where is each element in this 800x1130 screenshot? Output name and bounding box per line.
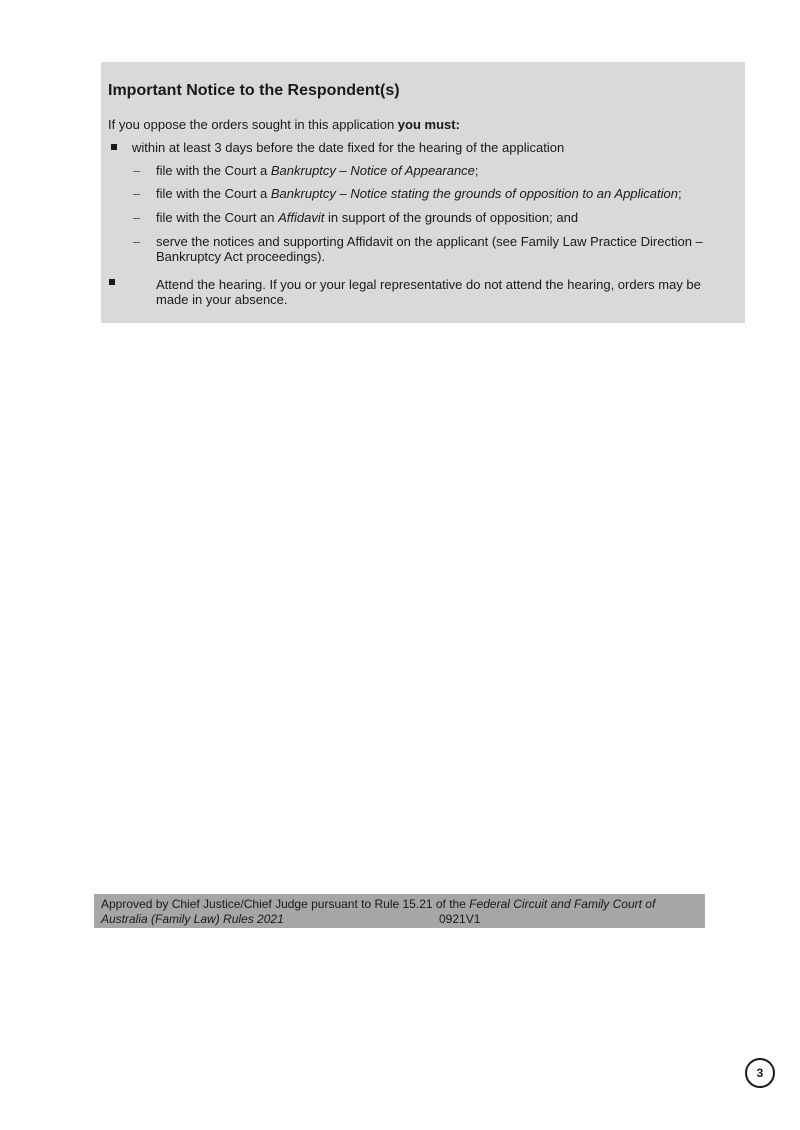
- intro-text: If you oppose the orders sought in this application: [108, 117, 398, 132]
- page-number-badge: 3: [745, 1058, 775, 1088]
- footer-rules-name-cont: Australia (Family Law) Rules 2021: [101, 912, 284, 926]
- bullet-within-3-days: within at least 3 days before the date fixed for the hearing of the application: [132, 140, 565, 155]
- dash-bullet-icon: –: [133, 210, 141, 225]
- dash-bullet-icon: –: [133, 163, 141, 178]
- sub-item-document-name: Bankruptcy – Notice stating the grounds of opposition to an Application: [270, 186, 678, 201]
- bullet-line-1: Attend the hearing. If you or your legal representative do not attend the hearing, orders may be: [156, 277, 701, 292]
- sub-item-text: file with the Court a: [156, 186, 271, 201]
- bullet-attend-hearing: [156, 277, 701, 307]
- dash-bullet-icon: –: [133, 186, 141, 201]
- sub-item-line-1: serve the notices and supporting Affidavit on the applicant (see Family Law Practice Direction –: [156, 234, 703, 249]
- sub-item-affidavit: [156, 210, 578, 225]
- footer-line-1: [101, 897, 655, 912]
- sub-item-punct: ;: [474, 163, 479, 178]
- dash-bullet-icon: –: [133, 234, 141, 249]
- sub-item-document-name: Affidavit: [278, 210, 325, 225]
- sub-item-text: file with the Court an: [156, 210, 279, 225]
- form-version-code: 0921V1: [439, 912, 481, 926]
- notice-title: Important Notice to the Respondent(s): [108, 82, 400, 99]
- sub-item-text-end: in support of the grounds of opposition; and: [324, 210, 579, 225]
- sub-item-punct: ;: [678, 186, 682, 201]
- footer-line-2: [101, 912, 284, 927]
- footer-text: Approved by Chief Justice/Chief Judge pursuant to Rule 15.21 of the: [101, 897, 470, 911]
- intro-emphasis: you must:: [397, 117, 460, 132]
- notice-intro: [108, 117, 460, 132]
- square-bullet-icon: [109, 279, 115, 285]
- square-bullet-icon: [111, 144, 117, 150]
- approval-footer: [94, 894, 705, 928]
- sub-item-line-2: Bankruptcy Act proceedings).: [156, 249, 326, 264]
- sub-item-document-name: Bankruptcy – Notice of Appearance: [270, 163, 475, 178]
- footer-rules-name: Federal Circuit and Family Court of: [469, 897, 656, 911]
- sub-item-notice-of-appearance: [156, 163, 479, 178]
- bullet-line-2: made in your absence.: [156, 292, 288, 307]
- respondent-notice-box: [101, 62, 745, 323]
- sub-item-text: file with the Court a: [156, 163, 271, 178]
- sub-item-serve-notices: [156, 234, 703, 264]
- sub-item-notice-grounds: [156, 186, 682, 201]
